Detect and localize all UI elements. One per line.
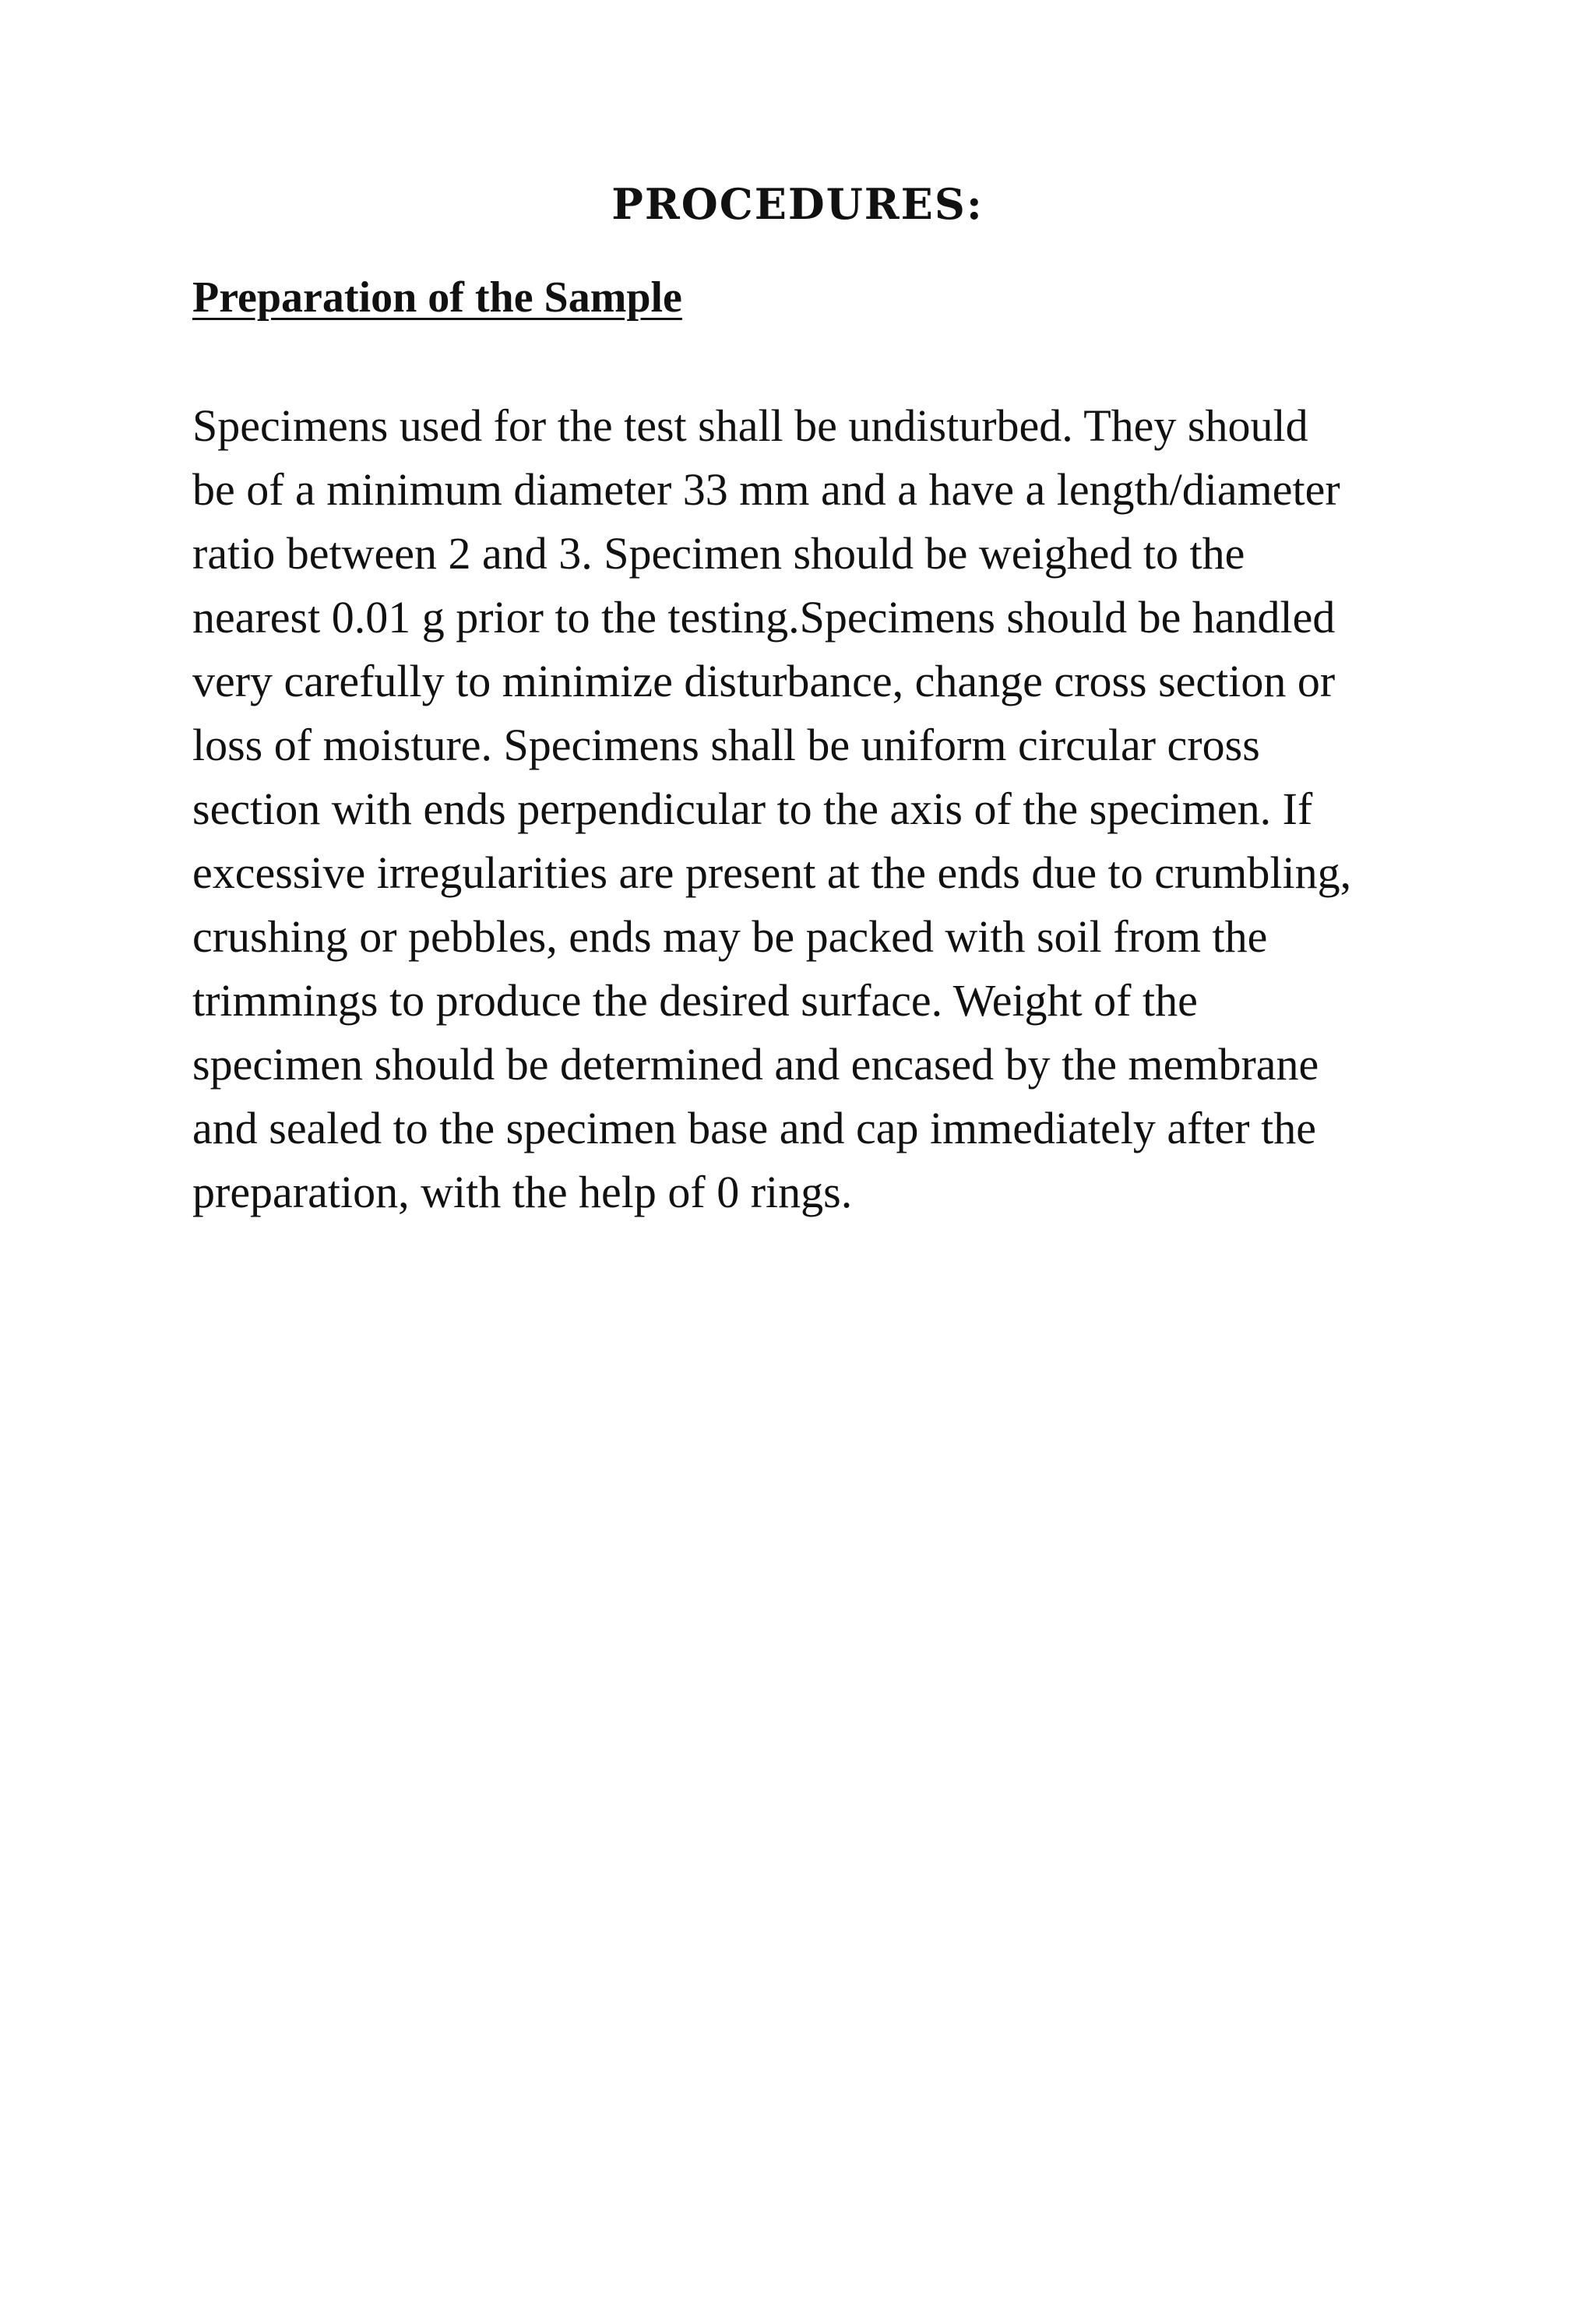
paragraph-line: preparation, with the help of 0 rings. — [192, 1167, 853, 1217]
paragraph-line: Specimens used for the test shall be undisturbed. They should — [192, 400, 1308, 451]
section-heading: Preparation of the Sample — [192, 273, 682, 322]
paragraph-line: and sealed to the specimen base and cap immediately after the — [192, 1103, 1316, 1153]
paragraph-line: be of a minimum diameter 33 mm and a have a length/diameter — [192, 464, 1340, 515]
paragraph-line: excessive irregularities are present at the ends due to crumbling, — [192, 847, 1352, 898]
page-title: PROCEDURES: — [611, 179, 984, 229]
paragraph-line: specimen should be determined and encased by the membrane — [192, 1039, 1319, 1090]
paragraph-line: ratio between 2 and 3. Specimen should be weighed to the — [192, 528, 1245, 579]
paragraph-line: very carefully to minimize disturbance, change cross section or — [192, 656, 1336, 706]
paragraph-line: loss of moisture. Specimens shall be uniform circular cross — [192, 720, 1260, 770]
body-paragraph — [192, 394, 1454, 1224]
paragraph-line: section with ends perpendicular to the axis of the specimen. If — [192, 783, 1313, 834]
paragraph-line: trimmings to produce the desired surface. Weight of the — [192, 975, 1198, 1026]
paragraph-line: crushing or pebbles, ends may be packed with soil from the — [192, 911, 1268, 962]
paragraph-line: nearest 0.01 g prior to the testing.Specimens should be handled — [192, 592, 1336, 643]
